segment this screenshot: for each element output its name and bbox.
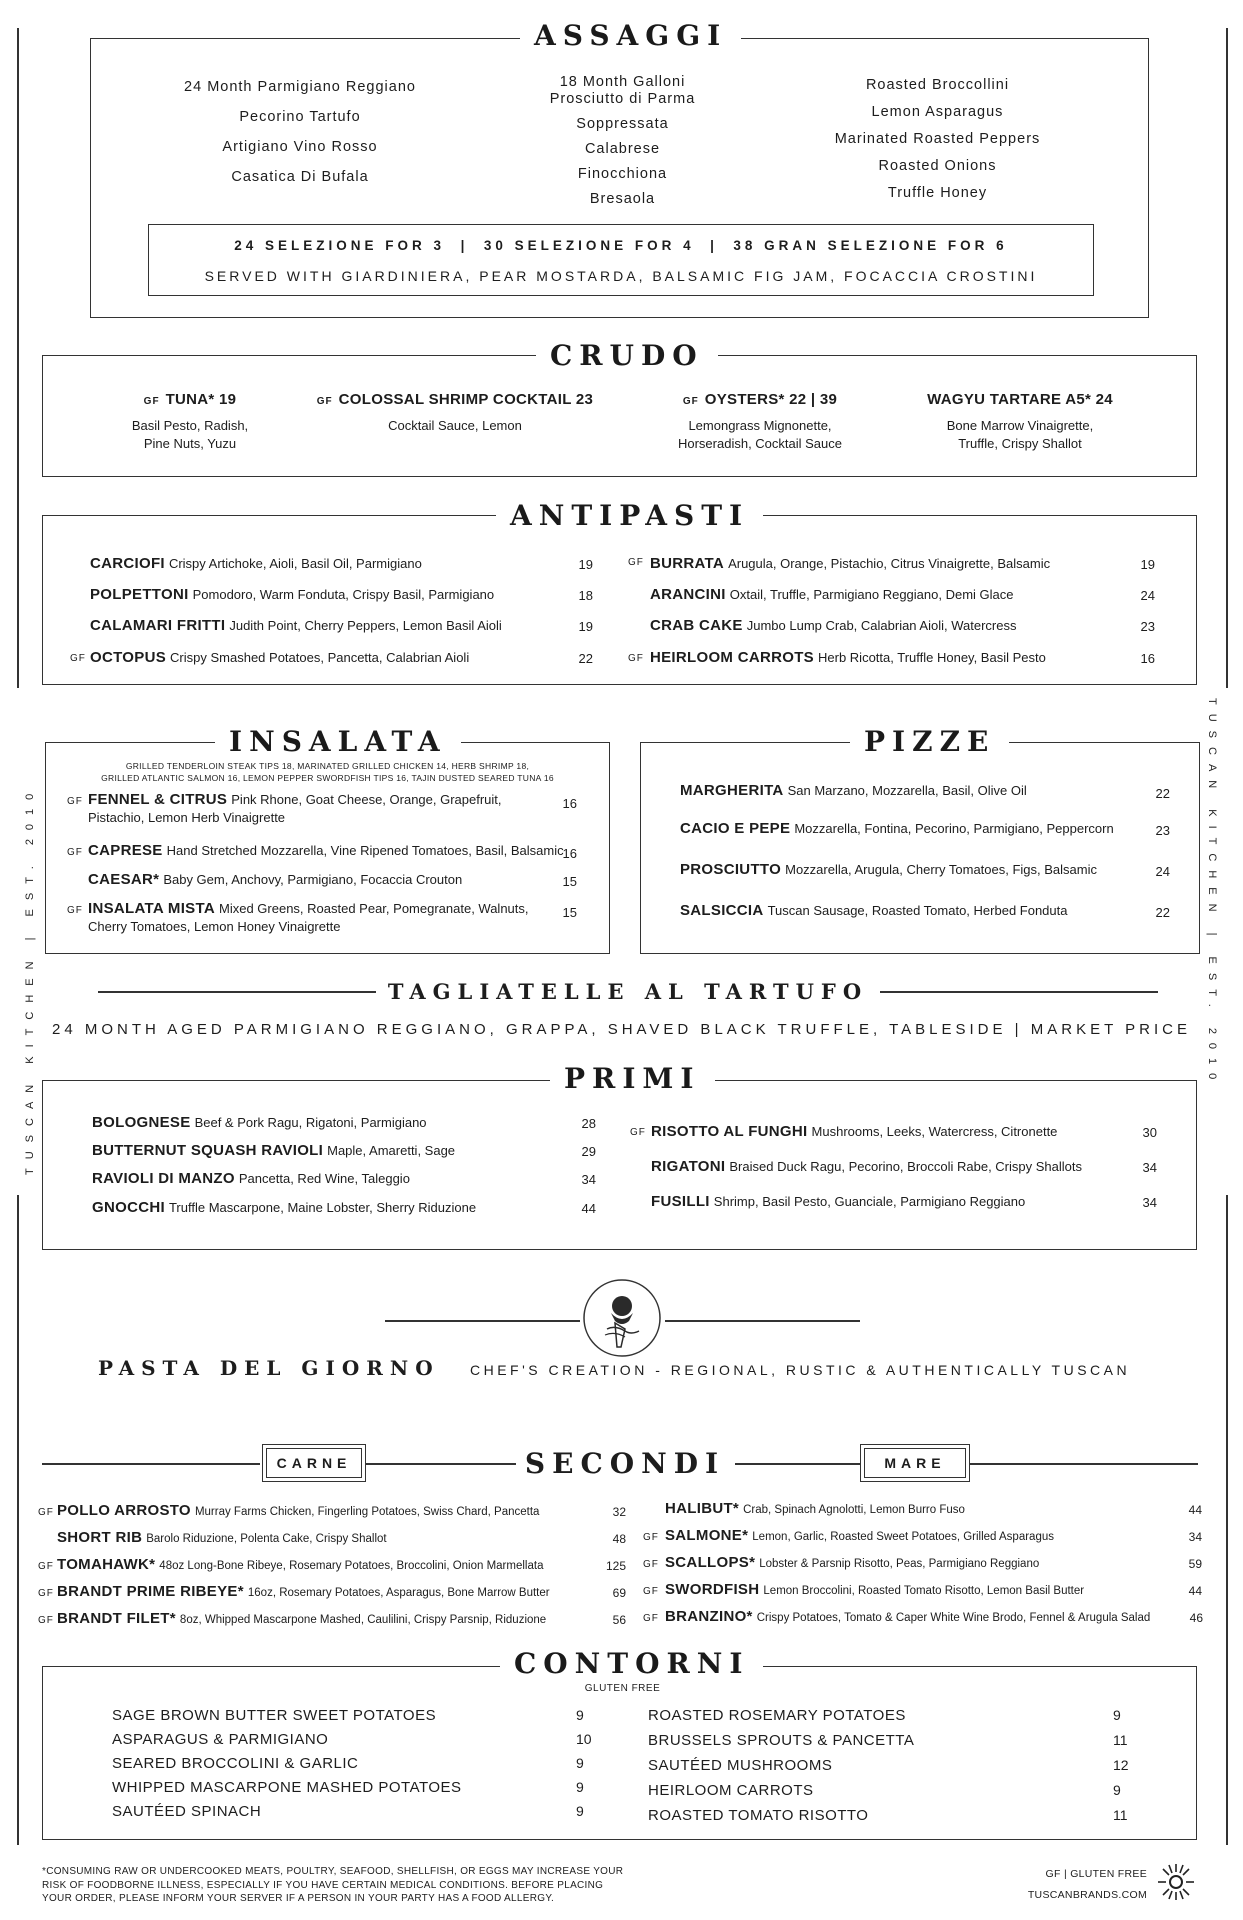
item-price: 22 <box>578 651 593 666</box>
item-price: 11 <box>1113 1732 1128 1748</box>
divider <box>880 991 1158 993</box>
right-rail-top <box>1226 28 1228 688</box>
menu-item <box>92 1170 410 1188</box>
menu-item <box>90 649 469 667</box>
item-name: FUSILLI <box>651 1193 710 1210</box>
item-desc: Mozzarella, Arugula, Cherry Tomatoes, Figs, Balsamic <box>785 862 1097 877</box>
item-desc: 48oz Long-Bone Ribeye, Rosemary Potatoes, Broccolini, Onion Marmellata <box>159 1560 544 1572</box>
item-desc: Hand Stretched Mozzarella, Vine Ripened Tomatoes, Basil, Balsamic <box>166 843 564 858</box>
item-desc: Shrimp, Basil Pesto, Guanciale, Parmigiano Reggiano <box>713 1194 1026 1209</box>
item-desc: Pomodoro, Warm Fonduta, Crispy Basil, Parmigiano <box>192 587 495 602</box>
item-name: BRANDT FILET* <box>57 1610 176 1627</box>
item-price: 9 <box>576 1755 584 1771</box>
insalata-addons <box>50 760 605 784</box>
gf-badge: GF <box>67 905 83 916</box>
gf-badge: GF <box>643 1559 659 1570</box>
item-name: CAESAR* <box>88 871 160 888</box>
item-name: SWORDFISH <box>665 1581 760 1598</box>
gf-badge: GF <box>643 1586 659 1597</box>
item-price: 34 <box>581 1172 596 1187</box>
antipasti-title: ANTIPASTI <box>496 500 763 532</box>
item-name: BRANZINO* <box>665 1608 753 1625</box>
assaggi-title: ASSAGGI <box>520 20 741 52</box>
item-price: 19 <box>578 557 593 572</box>
divider <box>98 991 376 993</box>
item-desc: Mushrooms, Leeks, Watercress, Citronette <box>811 1124 1058 1139</box>
mare-label: MARE <box>864 1448 966 1478</box>
item-desc: Pink Rhone, Goat Cheese, Orange, Grapefruit, <box>231 792 502 807</box>
addon-line: GRILLED TENDERLOIN STEAK TIPS 18, MARINATED GRILLED CHICKEN 14, HERB SHRIMP 18, <box>125 761 530 771</box>
gf-badge: GF <box>38 1507 54 1518</box>
menu-item <box>650 617 1016 635</box>
contorni-subtitle: GLUTEN FREE <box>584 1683 661 1694</box>
item-name: OYSTERS* 22 | 39 <box>704 391 838 408</box>
item-desc: 8oz, Whipped Mascarpone Mashed, Caulilini, Crispy Parsnip, Riduzione <box>179 1614 547 1626</box>
item-name: CACIO E PEPE <box>680 820 791 837</box>
gf-badge: GF <box>67 796 83 807</box>
item-desc: Judith Point, Cherry Peppers, Lemon Basil Aioli <box>229 618 502 633</box>
side-text-right: TUSCAN KITCHEN | EST. 2010 <box>1206 698 1218 1089</box>
item-price: 16 <box>1140 651 1155 666</box>
item-price: 11 <box>1113 1807 1128 1823</box>
item-name: CALAMARI FRITTI <box>90 617 226 634</box>
item-price: 23 <box>1155 823 1170 838</box>
item-desc: Jumbo Lump Crab, Calabrian Aioli, Watercress <box>746 618 1017 633</box>
website: TUSCANBRANDS.COM <box>1027 1889 1147 1901</box>
gf-badge: GF <box>38 1588 54 1599</box>
tagliatelle-title: TAGLIATELLE AL TARTUFO <box>387 979 869 1004</box>
menu-item <box>57 1583 550 1602</box>
gf-badge: GF <box>67 847 83 858</box>
truffle-emblem-icon <box>581 1277 663 1359</box>
list-item: Roasted Onions <box>878 158 997 174</box>
gf-badge: GF <box>70 653 86 664</box>
gf-badge: GF <box>682 396 699 407</box>
menu-item <box>57 1529 387 1548</box>
pasta-del-giorno-title: PASTA DEL GIORNO <box>98 1356 440 1380</box>
divider <box>366 1463 516 1465</box>
menu-item <box>57 1502 539 1521</box>
item-name: BUTTERNUT SQUASH RAVIOLI <box>92 1142 324 1159</box>
assaggi-meats <box>520 74 725 208</box>
item-desc: Baby Gem, Anchovy, Parmigiano, Focaccia Crouton <box>163 872 463 887</box>
right-rail-bottom <box>1226 1195 1228 1845</box>
item-name: COLOSSAL SHRIMP COCKTAIL 23 <box>338 391 594 408</box>
item-price: 46 <box>1189 1611 1203 1625</box>
assaggi-vegetables <box>800 77 1075 202</box>
item-name: BOLOGNESE <box>92 1114 191 1131</box>
crudo-item <box>100 391 280 453</box>
item-desc: Lemongrass Mignonette, <box>688 418 832 433</box>
item-price: 9 <box>576 1779 584 1795</box>
pasta-del-giorno-desc: CHEF'S CREATION - REGIONAL, RUSTIC & AUTHENTICALLY TUSCAN <box>470 1362 1131 1378</box>
gf-legend: GF | GLUTEN FREE <box>1045 1868 1147 1880</box>
item-price: 59 <box>1188 1557 1202 1571</box>
warning-line: YOUR ORDER, PLEASE INFORM YOUR SERVER IF A PERSON IN YOUR PARTY HAS A FOOD ALLERGY. <box>42 1893 555 1904</box>
gf-badge: GF <box>630 1127 646 1138</box>
item-desc: Herb Ricotta, Truffle Honey, Basil Pesto <box>818 650 1046 665</box>
list-item: SAUTÉED MUSHROOMS <box>648 1757 833 1774</box>
item-name: CARCIOFI <box>90 555 165 572</box>
side-text-left: TUSCAN KITCHEN | EST. 2010 <box>24 784 36 1175</box>
menu-item <box>92 1142 455 1160</box>
primi-title: PRIMI <box>550 1063 715 1095</box>
allergy-warning <box>42 1865 623 1906</box>
pizze-section <box>640 742 1200 954</box>
item-name: RISOTTO AL FUNGHI <box>651 1123 808 1140</box>
item-price: 22 <box>1155 905 1170 920</box>
item-price: 48 <box>612 1532 626 1546</box>
item-name: HEIRLOOM CARROTS <box>650 649 814 666</box>
item-name: MARGHERITA <box>680 782 784 799</box>
menu-item <box>651 1158 1082 1176</box>
item-desc: Bone Marrow Vinaigrette, <box>946 418 1094 433</box>
list-item: HEIRLOOM CARROTS <box>648 1782 814 1799</box>
assaggi-cheeses <box>150 79 450 186</box>
gf-badge: GF <box>628 653 644 664</box>
item-price: 34 <box>1142 1195 1157 1210</box>
item-price: 24 <box>1140 588 1155 603</box>
item-desc: Lemon Broccolini, Roasted Tomato Risotto, Lemon Basil Butter <box>763 1585 1085 1597</box>
item-desc: Pancetta, Red Wine, Taleggio <box>238 1171 410 1186</box>
list-item: Soppressata <box>576 116 669 132</box>
item-price: 29 <box>581 1144 596 1159</box>
list-item: Roasted Broccollini <box>865 77 1010 93</box>
list-item: Finocchiona <box>577 166 668 182</box>
item-name: OCTOPUS <box>90 649 167 666</box>
item-price: 15 <box>562 874 577 889</box>
addon-line: GRILLED ATLANTIC SALMON 16, LEMON PEPPER SWORDFISH TIPS 16, TAJIN DUSTED SEARED TUNA 16 <box>101 773 554 783</box>
list-item: ROASTED ROSEMARY POTATOES <box>648 1707 906 1724</box>
gf-badge: GF <box>38 1561 54 1572</box>
item-price: 9 <box>1113 1782 1121 1798</box>
item-price: 16 <box>562 846 577 861</box>
list-item: Calabrese <box>584 141 661 157</box>
item-desc: Horseradish, Cocktail Sauce <box>677 436 843 451</box>
list-item: BRUSSELS SPROUTS & PANCETTA <box>648 1732 915 1749</box>
list-item: Marinated Roasted Peppers <box>834 131 1041 147</box>
item-desc: Beef & Pork Ragu, Rigatoni, Parmigiano <box>194 1115 427 1130</box>
list-item: Casatica Di Bufala <box>231 169 369 185</box>
item-name: SCALLOPS* <box>665 1554 756 1571</box>
item-desc: Basil Pesto, Radish, <box>131 418 249 433</box>
item-price: 12 <box>1113 1757 1129 1773</box>
item-price: 19 <box>578 619 593 634</box>
menu-item <box>90 586 494 604</box>
crudo-title: CRUDO <box>536 340 718 372</box>
gf-badge: GF <box>643 1532 659 1543</box>
item-name: SALSICCIA <box>680 902 764 919</box>
item-desc: Barolo Riduzione, Polenta Cake, Crispy Shallot <box>146 1533 387 1545</box>
list-item: 18 Month Galloni Prosciutto di Parma <box>549 74 696 107</box>
item-name: PROSCIUTTO <box>680 861 782 878</box>
list-item: ASPARAGUS & PARMIGIANO <box>112 1731 329 1748</box>
menu-item <box>57 1610 546 1629</box>
warning-line: *CONSUMING RAW OR UNDERCOOKED MEATS, POULTRY, SEAFOOD, SHELLFISH, OR EGGS MAY INCREASE YOUR <box>42 1866 624 1877</box>
crudo-item <box>900 391 1140 453</box>
item-price: 9 <box>576 1803 584 1819</box>
menu-item <box>90 555 422 573</box>
gf-badge: GF <box>143 396 160 407</box>
item-name: CRAB CAKE <box>650 617 743 634</box>
item-name: HALIBUT* <box>665 1500 740 1517</box>
left-rail-top <box>17 28 19 688</box>
item-desc: Lobster & Parsnip Risotto, Peas, Parmigiano Reggiano <box>759 1558 1040 1570</box>
left-rail-bottom <box>17 1195 19 1845</box>
menu-item <box>665 1554 1039 1573</box>
served-with: SERVED WITH GIARDINIERA, PEAR MOSTARDA, BALSAMIC FIG JAM, FOCACCIA CROSTINI <box>204 268 1038 284</box>
menu-item <box>665 1581 1084 1600</box>
item-desc: Arugula, Orange, Pistachio, Citrus Vinaigrette, Balsamic <box>728 556 1051 571</box>
menu-item <box>88 791 502 827</box>
menu-item <box>88 871 462 889</box>
item-price: 34 <box>1142 1160 1157 1175</box>
item-desc: Lemon, Garlic, Roasted Sweet Potatoes, Grilled Asparagus <box>752 1531 1054 1543</box>
item-price: 34 <box>1188 1530 1202 1544</box>
item-price: 18 <box>578 588 593 603</box>
item-price: 9 <box>1113 1707 1121 1723</box>
item-name: TOMAHAWK* <box>57 1556 156 1573</box>
menu-item <box>680 861 1097 879</box>
menu-item <box>650 649 1046 667</box>
menu-item <box>665 1527 1054 1546</box>
divider <box>385 1320 580 1322</box>
pizze-title: PIZZE <box>850 726 1009 758</box>
item-name: FENNEL & CITRUS <box>88 791 228 808</box>
menu-item <box>680 902 1068 920</box>
menu-item <box>92 1199 476 1217</box>
crudo-item <box>290 391 620 435</box>
menu-item <box>88 900 529 936</box>
item-price: 10 <box>576 1731 592 1747</box>
item-desc: Maple, Amaretti, Sage <box>327 1143 456 1158</box>
menu-item <box>57 1556 543 1575</box>
item-name: ARANCINI <box>650 586 726 603</box>
item-desc: Oxtail, Truffle, Parmigiano Reggiano, Demi Glace <box>729 587 1014 602</box>
gf-badge: GF <box>643 1613 659 1624</box>
item-name: INSALATA MISTA <box>88 900 215 917</box>
item-desc: Cocktail Sauce, Lemon <box>388 418 522 433</box>
item-price: 44 <box>1188 1584 1202 1598</box>
crudo-item <box>640 391 880 453</box>
item-name: POLLO ARROSTO <box>57 1502 191 1519</box>
item-price: 23 <box>1140 619 1155 634</box>
item-name: BRANDT PRIME RIBEYE* <box>57 1583 244 1600</box>
contorni-title: CONTORNI <box>500 1648 763 1680</box>
item-price: 44 <box>581 1201 596 1216</box>
list-item: Pecorino Tartufo <box>239 109 361 125</box>
list-item: Lemon Asparagus <box>871 104 1004 120</box>
divider <box>42 1463 260 1465</box>
divider <box>970 1463 1198 1465</box>
list-item: Truffle Honey <box>887 185 988 201</box>
menu-item <box>88 842 564 860</box>
item-price: 24 <box>1155 864 1170 879</box>
selection-box <box>148 224 1094 296</box>
item-price: 15 <box>562 905 577 920</box>
list-item: SAUTÉED SPINACH <box>112 1803 262 1820</box>
item-desc: Crab, Spinach Agnolotti, Lemon Burro Fuso <box>743 1504 965 1516</box>
divider <box>665 1320 860 1322</box>
item-desc: Crispy Smashed Potatoes, Pancetta, Calabrian Aioli <box>170 650 470 665</box>
item-price: 22 <box>1155 786 1170 801</box>
item-desc: San Marzano, Mozzarella, Basil, Olive Oil <box>787 783 1027 798</box>
secondi-title: SECONDI <box>524 1447 726 1480</box>
item-desc: Murray Farms Chicken, Fingerling Potatoes, Swiss Chard, Pancetta <box>194 1506 540 1518</box>
item-name: GNOCCHI <box>92 1199 165 1216</box>
item-desc: 16oz, Rosemary Potatoes, Asparagus, Bone Marrow Butter <box>247 1587 550 1599</box>
item-price: 30 <box>1142 1125 1157 1140</box>
item-desc: Truffle Mascarpone, Maine Lobster, Sherry Riduzione <box>168 1200 477 1215</box>
item-price: 19 <box>1140 557 1155 572</box>
carne-label: CARNE <box>266 1448 362 1478</box>
item-price: 32 <box>612 1505 626 1519</box>
item-price: 16 <box>562 796 577 811</box>
item-price: 125 <box>605 1559 626 1573</box>
item-desc: Crispy Artichoke, Aioli, Basil Oil, Parmigiano <box>168 556 422 571</box>
menu-item <box>680 820 1114 838</box>
item-desc: Tuscan Sausage, Roasted Tomato, Herbed Fonduta <box>767 903 1068 918</box>
selection-prices: 24 SELEZIONE FOR 3 | 30 SELEZIONE FOR 4 | 38 GRAN SELEZIONE FOR 6 <box>234 238 1008 253</box>
item-name: WAGYU TARTARE A5* 24 <box>927 391 1113 408</box>
menu-item <box>665 1608 1150 1627</box>
item-desc: Mozzarella, Fontina, Pecorino, Parmigiano, Peppercorn <box>794 821 1114 836</box>
gf-badge: GF <box>628 557 644 568</box>
item-price: 9 <box>576 1707 584 1723</box>
list-item: SEARED BROCCOLINI & GARLIC <box>112 1755 359 1772</box>
item-price: 28 <box>581 1116 596 1131</box>
item-price: 69 <box>612 1586 626 1600</box>
item-desc: Mixed Greens, Roasted Pear, Pomegranate, Walnuts, <box>219 901 529 916</box>
menu-item <box>651 1193 1025 1211</box>
item-name: TUNA* 19 <box>165 391 237 408</box>
gf-badge: GF <box>38 1615 54 1626</box>
menu-item <box>90 617 502 635</box>
list-item: SAGE BROWN BUTTER SWEET POTATOES <box>112 1707 437 1724</box>
list-item: Bresaola <box>589 191 656 207</box>
item-desc: Pistachio, Lemon Herb Vinaigrette <box>88 810 286 825</box>
item-desc: Crispy Potatoes, Tomato & Caper White Wine Brodo, Fennel & Arugula Salad <box>756 1612 1151 1624</box>
item-desc: Truffle, Crispy Shallot <box>958 436 1082 451</box>
menu-item <box>680 782 1027 800</box>
divider <box>735 1463 860 1465</box>
item-name: SALMONE* <box>665 1527 749 1544</box>
list-item: ROASTED TOMATO RISOTTO <box>648 1807 869 1824</box>
sun-logo-icon <box>1156 1862 1196 1902</box>
menu-item <box>665 1500 965 1519</box>
insalata-title: INSALATA <box>215 726 461 758</box>
item-name: RIGATONI <box>651 1158 726 1175</box>
list-item: Artigiano Vino Rosso <box>222 139 378 155</box>
item-name: SHORT RIB <box>57 1529 143 1546</box>
item-name: BURRATA <box>650 555 725 572</box>
item-name: RAVIOLI DI MANZO <box>92 1170 235 1187</box>
item-name: POLPETTONI <box>90 586 189 603</box>
item-desc: Braised Duck Ragu, Pecorino, Broccoli Rabe, Crispy Shallots <box>729 1159 1082 1174</box>
list-item: 24 Month Parmigiano Reggiano <box>184 79 416 95</box>
list-item: WHIPPED MASCARPONE MASHED POTATOES <box>112 1779 462 1796</box>
item-price: 44 <box>1188 1503 1202 1517</box>
menu-item <box>651 1123 1057 1141</box>
item-desc: Cherry Tomatoes, Lemon Honey Vinaigrette <box>88 919 341 934</box>
menu-item <box>92 1114 427 1132</box>
gf-badge: GF <box>316 396 333 407</box>
warning-line: RISK OF FOODBORNE ILLNESS, ESPECIALLY IF YOU HAVE CERTAIN MEDICAL CONDITIONS. BEFORE PLACING <box>42 1879 604 1891</box>
menu-item <box>650 555 1050 573</box>
tagliatelle-desc: 24 MONTH AGED PARMIGIANO REGGIANO, GRAPPA, SHAVED BLACK TRUFFLE, TABLESIDE | MARKET PRICE <box>52 1021 1191 1038</box>
menu-item <box>650 586 1014 604</box>
item-desc: Pine Nuts, Yuzu <box>143 436 237 451</box>
item-price: 56 <box>612 1613 626 1627</box>
item-name: CAPRESE <box>88 842 163 859</box>
